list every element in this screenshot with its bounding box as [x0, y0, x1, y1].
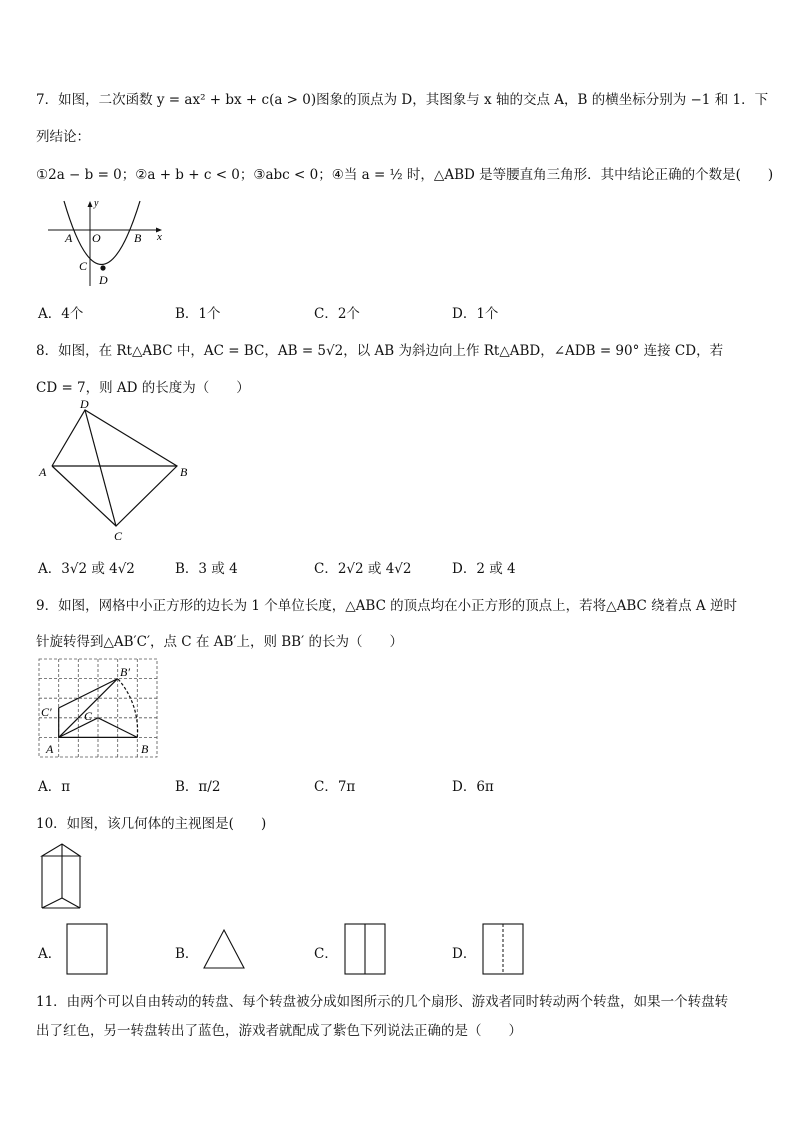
- q7-fig-C-label: C: [79, 259, 88, 273]
- q10-option-a[interactable]: A．: [38, 946, 62, 962]
- q11-stem-line2: 出了红色，另一转盘转出了蓝色，游戏者就配成了紫色下列说法正确的是（ ）: [36, 1023, 522, 1039]
- q9-option-d[interactable]: D．6π: [452, 779, 494, 795]
- q8-fig-A-label: A: [39, 465, 47, 479]
- q10-prism-figure: [40, 842, 90, 914]
- q7-stem-line1: 7．如图，二次函数 y = ax² + bx + c(a > 0)图象的顶点为 D，其图象与 x 轴的交点 A，B 的横坐标分别为 −1 和 1．下: [36, 92, 769, 108]
- q7-stem-line3: ①2a − b = 0；②a + b + c < 0；③abc < 0；④当 a = ½ 时，△ABD 是等腰直角三角形．其中结论正确的个数是( ): [36, 167, 774, 183]
- q8-fig-B-label: B: [180, 465, 188, 479]
- q7-fig-y-label: y: [94, 198, 99, 209]
- q10-option-b-triangle[interactable]: [202, 928, 246, 972]
- q9-stem-line1: 9．如图，网格中小正方形的边长为 1 个单位长度，△ABC 的顶点均在小正方形的顶点上，若将△ABC 绕着点 A 逆时: [36, 598, 737, 614]
- q7-stem-line2: 列结论：: [36, 129, 90, 145]
- q8-fig-C-label: C: [114, 529, 123, 543]
- q10-option-b[interactable]: B．: [175, 946, 199, 962]
- q8-option-d[interactable]: D．2 或 4: [452, 561, 516, 577]
- q7-fig-D-label: D: [99, 273, 108, 287]
- q9-option-c[interactable]: C．7π: [314, 779, 356, 795]
- q8-stem-line2: CD = 7，则 AD 的长度为（ ）: [36, 380, 250, 396]
- q9-fig-A-label: A: [46, 742, 54, 756]
- q7-option-a[interactable]: A．4个: [38, 306, 84, 322]
- q9-fig-Cprime-label: C′: [41, 705, 52, 719]
- q7-option-d[interactable]: D．1个: [452, 306, 499, 322]
- q9-grid-figure: [38, 658, 160, 758]
- q8-quadrilateral-figure: [36, 398, 196, 543]
- q8-option-b[interactable]: B．3 或 4: [175, 561, 238, 577]
- q10-option-c[interactable]: C．: [314, 946, 338, 962]
- q8-stem-line1: 8．如图，在 Rt△ABC 中，AC = BC，AB = 5√2，以 AB 为斜边向上作 Rt△ABD，∠ADB = 90° 连接 CD，若: [36, 343, 724, 359]
- q10-option-c-rectangle-solid-line[interactable]: [344, 923, 386, 975]
- q7-option-b[interactable]: B．1个: [175, 306, 221, 322]
- q9-fig-B-label: B: [141, 742, 149, 756]
- q8-option-a[interactable]: A．3√2 或 4√2: [38, 561, 135, 577]
- q9-stem-line2: 针旋转得到△AB′C′，点 C 在 AB′上，则 BB′ 的长为（ ）: [36, 634, 403, 650]
- q7-fig-x-label: x: [157, 231, 162, 243]
- q9-option-b[interactable]: B．π/2: [175, 779, 221, 795]
- q9-fig-C-label: C: [84, 709, 93, 723]
- q7-fig-O-label: O: [92, 231, 101, 245]
- q10-option-a-rectangle[interactable]: [66, 923, 108, 975]
- q10-stem: 10．如图，该几何体的主视图是( ): [36, 816, 267, 832]
- q7-fig-A-label: A: [65, 231, 73, 245]
- q8-fig-D-label: D: [80, 397, 89, 411]
- q10-option-d[interactable]: D．: [452, 946, 477, 962]
- q7-parabola-figure: [44, 198, 174, 288]
- q7-option-c[interactable]: C．2个: [314, 306, 360, 322]
- q8-option-c[interactable]: C．2√2 或 4√2: [314, 561, 412, 577]
- q9-fig-Bprime-label: B′: [120, 665, 130, 679]
- q10-option-d-rectangle-dashed-line[interactable]: [482, 923, 524, 975]
- q11-stem-line1: 11．由两个可以自由转动的转盘、每个转盘被分成如图所示的几个扇形、游戏者同时转动两个转盘，如果一个转盘转: [36, 994, 729, 1010]
- q9-option-a[interactable]: A．π: [38, 779, 71, 795]
- q7-fig-B-label: B: [134, 231, 142, 245]
